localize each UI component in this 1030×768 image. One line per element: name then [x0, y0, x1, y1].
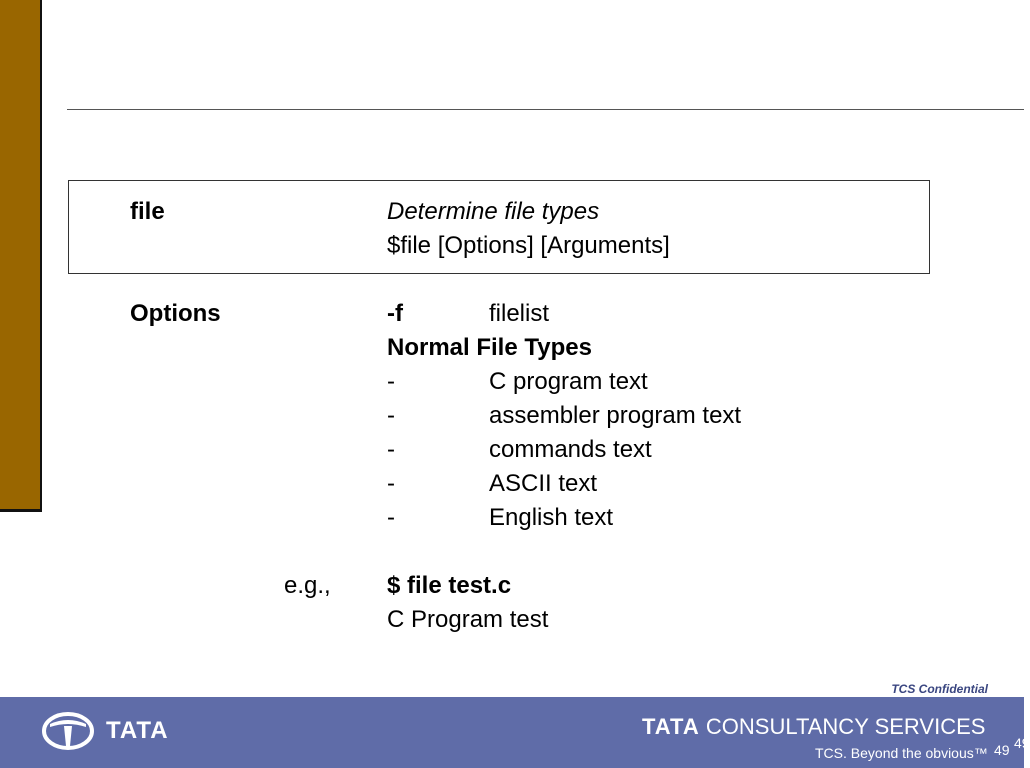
list-item: C program text [489, 368, 648, 395]
options-label: Options [130, 300, 221, 327]
company-name [642, 714, 985, 740]
option-flag: -f [387, 300, 403, 327]
command-name: file [130, 198, 165, 225]
command-description: Determine file types [387, 198, 600, 225]
list-item: English text [489, 504, 614, 531]
tata-logo-text: TATA [106, 717, 169, 744]
company-tagline: TCS. Beyond the obvious™ [815, 745, 988, 761]
list-item: ASCII text [489, 470, 598, 497]
confidential-label: TCS Confidential [891, 682, 988, 696]
list-bullet: - [387, 402, 395, 429]
example-command: $ file test.c [387, 572, 512, 599]
example-label: e.g., [284, 572, 331, 599]
company-name-rest: CONSULTANCY SERVICES [705, 714, 986, 739]
list-bullet: - [387, 368, 395, 395]
option-flag-description: filelist [489, 300, 550, 327]
command-syntax: $file [Options] [Arguments] [387, 232, 670, 259]
left-accent-bar [0, 0, 42, 512]
file-types-heading: Normal File Types [387, 334, 592, 361]
list-item: commands text [489, 436, 652, 463]
list-bullet: - [387, 470, 395, 497]
page-number: 49 [994, 742, 1010, 758]
title-divider [67, 109, 1024, 110]
example-result: C Program test [387, 606, 549, 633]
page-number-edge: 49 [1014, 735, 1030, 751]
list-item: assembler program text [489, 402, 742, 429]
tata-logo-icon [42, 712, 94, 750]
company-name-strong: TATA [642, 714, 700, 739]
list-bullet: - [387, 436, 395, 463]
list-bullet: - [387, 504, 395, 531]
